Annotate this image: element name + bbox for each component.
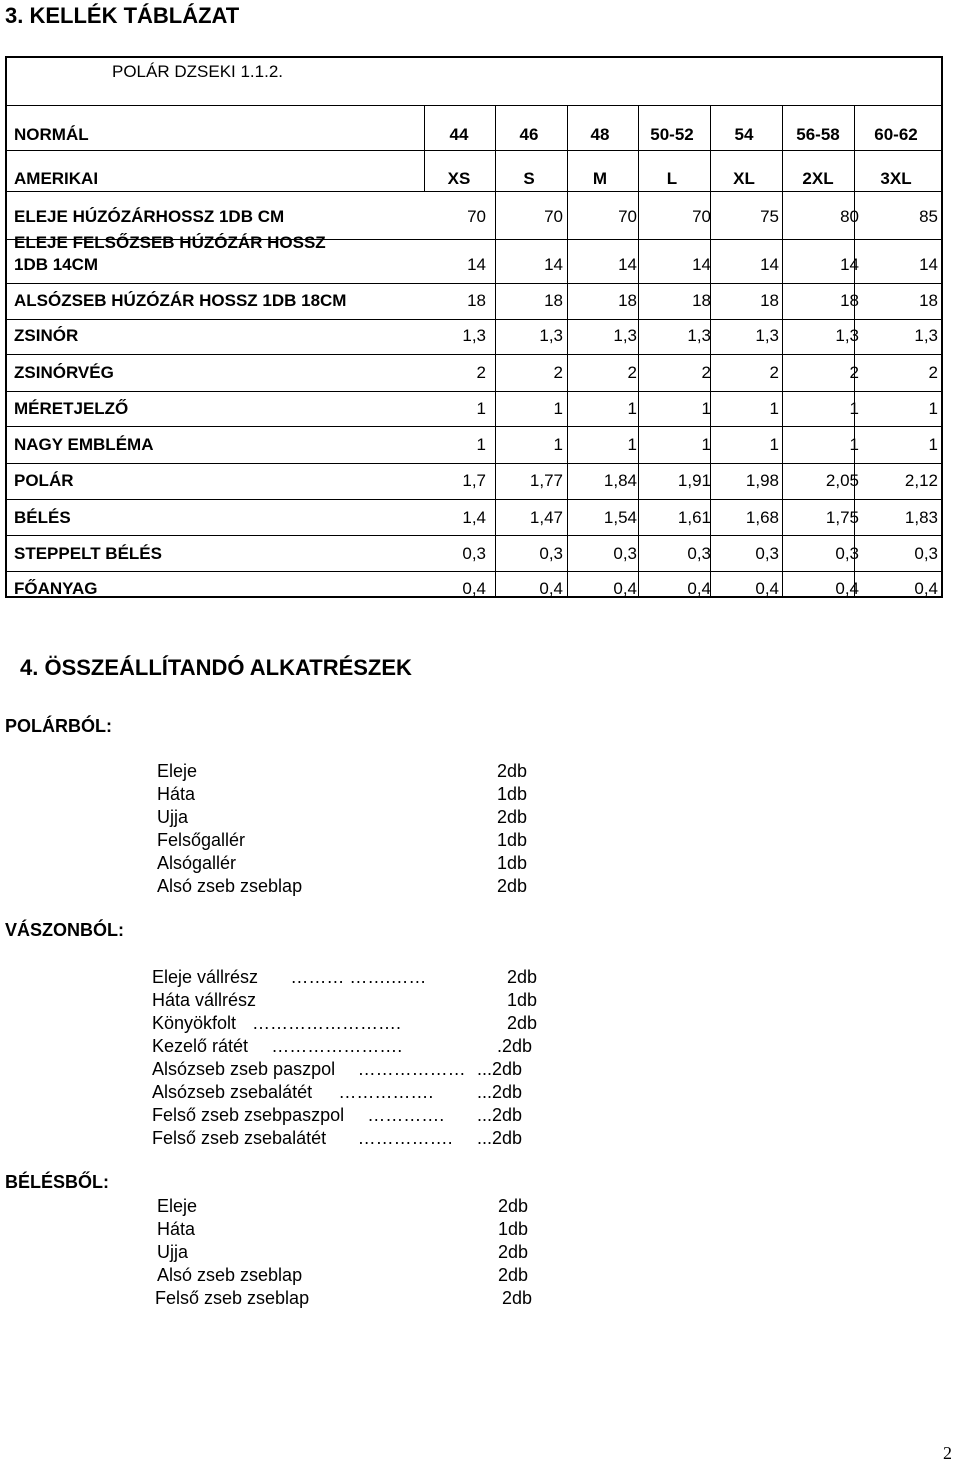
table-rule (7, 283, 941, 284)
table-rule (7, 535, 941, 536)
row-value: 18 (467, 291, 486, 310)
row-value: 1 (928, 435, 938, 454)
row-value: 0,4 (613, 579, 637, 598)
part-leader-dots: ……………. (357, 1128, 453, 1148)
part-leader-dots: ……… …….…… (290, 967, 427, 987)
header-amerikai-size: 2XL (802, 169, 834, 188)
header-normal-size: 50-52 (650, 125, 694, 144)
part-quantity: 1db (507, 990, 538, 1010)
row-value: 1,4 (462, 508, 486, 527)
row-value: 0,4 (835, 579, 859, 598)
part-quantity: 2db (497, 876, 528, 896)
row-value: 1,54 (603, 508, 637, 527)
row-label: ALSÓZSEB HÚZÓZÁR HOSSZ 1DB 18CM (14, 291, 347, 310)
part-leader-dots: …………………. (271, 1036, 403, 1056)
row-value: 80 (840, 207, 859, 226)
header-amerikai-size: XS (447, 169, 471, 188)
row-value: 0,4 (539, 579, 563, 598)
row-value: 14 (467, 255, 486, 274)
row-value: 1,7 (462, 471, 486, 490)
part-quantity: 2db (497, 807, 528, 827)
row-label: FŐANYAG (14, 579, 98, 598)
table-rule (7, 391, 941, 392)
row-value: 1 (928, 399, 938, 418)
row-value: 75 (760, 207, 779, 226)
part-leader-dots: ……………. (338, 1082, 434, 1102)
row-value: 1,61 (677, 508, 711, 527)
table-rule (7, 150, 941, 151)
row-value: 1,98 (745, 471, 779, 490)
row-value: 1,84 (603, 471, 637, 490)
header-amerikai-size: S (523, 169, 535, 188)
row-value: 1,47 (529, 508, 563, 527)
part-quantity: 2db (497, 761, 528, 781)
table-rule (7, 571, 941, 572)
part-name: Alsó zseb zseblap (157, 1265, 303, 1285)
part-name: Eleje (157, 1196, 198, 1216)
page-number: 2 (943, 1443, 952, 1463)
row-value: 70 (467, 207, 486, 226)
header-normal-size: 44 (449, 125, 469, 144)
part-name: Felsőgallér (157, 830, 246, 850)
row-value: 2 (849, 363, 859, 382)
part-quantity: 2db (498, 1242, 529, 1262)
row-value: 18 (760, 291, 779, 310)
part-quantity: 1db (498, 1219, 529, 1239)
part-quantity: ...2db (477, 1105, 523, 1125)
row-value: 14 (840, 255, 859, 274)
beles-heading: BÉLÉSBŐL: (5, 1172, 110, 1192)
header-normal-size: 56-58 (796, 125, 840, 144)
row-label: ZSINÓR (14, 326, 79, 345)
row-value: 0,3 (462, 544, 486, 563)
part-name: Alsó zseb zseblap (157, 876, 303, 896)
part-name: Ujja (157, 807, 189, 827)
part-leader-dots: …………. (367, 1105, 445, 1125)
row-value: 0,3 (835, 544, 859, 563)
row-value: 0,3 (687, 544, 711, 563)
row-value: 1 (553, 435, 563, 454)
part-name: Háta (157, 1219, 196, 1239)
part-name: Ujja (157, 1242, 189, 1262)
part-name: Eleje (157, 761, 198, 781)
row-value: 70 (618, 207, 637, 226)
row-value: 0,4 (462, 579, 486, 598)
row-value: 2 (701, 363, 711, 382)
header-normal-label: NORMÁL (14, 125, 89, 144)
row-value: 1,3 (462, 326, 486, 345)
row-value: 1 (849, 399, 859, 418)
row-value: 2 (928, 363, 938, 382)
row-label: ELEJE HÚZÓZÁRHOSSZ 1DB CM (14, 207, 285, 226)
row-value: 2 (627, 363, 637, 382)
section-3-title: 3. KELLÉK TÁBLÁZAT (5, 3, 240, 28)
part-quantity: ...2db (477, 1082, 523, 1102)
row-value: 1 (476, 399, 486, 418)
row-value: 14 (692, 255, 711, 274)
row-value: 1,91 (677, 471, 711, 490)
row-label: POLÁR (14, 471, 74, 490)
row-value: 1 (701, 399, 711, 418)
row-value: 0,3 (755, 544, 779, 563)
row-value: 0,4 (755, 579, 779, 598)
row-label: BÉLÉS (14, 508, 71, 527)
row-value: 18 (840, 291, 859, 310)
table-rule (7, 463, 941, 464)
row-label: STEPPELT BÉLÉS (14, 544, 162, 563)
part-quantity: .2db (497, 1036, 533, 1056)
row-value: 14 (919, 255, 938, 274)
row-value: 18 (692, 291, 711, 310)
row-value: 18 (618, 291, 637, 310)
header-normal-size: 48 (590, 125, 610, 144)
row-value: 0,3 (613, 544, 637, 563)
header-normal-size: 46 (519, 125, 539, 144)
header-normal-size: 60-62 (874, 125, 918, 144)
part-name: Felső zseb zsebpaszpol (152, 1105, 345, 1125)
row-value: 1 (627, 435, 637, 454)
table-rule (7, 105, 941, 106)
part-quantity: ...2db (477, 1059, 523, 1079)
row-value: 0,4 (687, 579, 711, 598)
row-value: 0,3 (914, 544, 938, 563)
row-label: MÉRETJELZŐ (14, 399, 129, 418)
row-value: 1,68 (745, 508, 779, 527)
table-rule (7, 426, 941, 427)
part-name: Alsógallér (157, 853, 237, 873)
part-quantity: 2db (507, 1013, 538, 1033)
row-value: 1 (849, 435, 859, 454)
table-subtitle: POLÁR DZSEKI 1.1.2. (112, 62, 284, 81)
part-quantity: 2db (507, 967, 538, 987)
part-name: Kezelő rátét (152, 1036, 249, 1056)
row-value: 1,3 (914, 326, 938, 345)
part-quantity: 1db (497, 830, 528, 850)
vaszon-heading: VÁSZONBÓL: (5, 920, 124, 940)
part-quantity: 2db (502, 1288, 533, 1308)
row-value: 2,12 (904, 471, 938, 490)
row-value: 14 (544, 255, 563, 274)
row-value: 85 (919, 207, 938, 226)
table-rule (7, 499, 941, 500)
row-value: 1,3 (613, 326, 637, 345)
table-rule (7, 354, 941, 355)
header-amerikai-size: 3XL (880, 169, 912, 188)
row-value: 1 (701, 435, 711, 454)
row-label-continued: 1DB 14CM (14, 255, 99, 274)
accessory-table (5, 56, 943, 598)
row-value: 18 (544, 291, 563, 310)
part-quantity: 2db (498, 1196, 529, 1216)
row-value: 1,3 (539, 326, 563, 345)
row-value: 1 (553, 399, 563, 418)
row-value: 14 (760, 255, 779, 274)
row-value: 1,77 (529, 471, 563, 490)
row-value: 1 (769, 435, 779, 454)
row-value: 1,3 (835, 326, 859, 345)
row-value: 70 (544, 207, 563, 226)
row-label: ZSINÓRVÉG (14, 363, 114, 382)
row-value: 1,3 (687, 326, 711, 345)
row-value: 2 (476, 363, 486, 382)
row-value: 0,4 (914, 579, 938, 598)
header-amerikai-size: L (666, 169, 678, 188)
row-value: 1,83 (904, 508, 938, 527)
table-rule (7, 191, 941, 192)
header-amerikai-size: M (592, 169, 608, 188)
part-name: Háta vállrész (152, 990, 257, 1010)
header-amerikai-size: XL (733, 169, 755, 188)
part-name: Alsózseb zseb paszpol (152, 1059, 336, 1079)
part-name: Alsózseb zsebalátét (152, 1082, 313, 1102)
part-leader-dots: ……………………. (252, 1013, 402, 1033)
table-rule (7, 319, 941, 320)
row-value: 14 (618, 255, 637, 274)
part-leader-dots: ……………… (357, 1059, 466, 1079)
row-value: 1,75 (825, 508, 859, 527)
row-value: 1 (769, 399, 779, 418)
part-quantity: ...2db (477, 1128, 523, 1148)
row-value: 0,3 (539, 544, 563, 563)
row-value: 2 (553, 363, 563, 382)
section-4-title: 4. ÖSSZEÁLLÍTANDÓ ALKATRÉSZEK (20, 655, 412, 680)
row-value: 18 (919, 291, 938, 310)
part-quantity: 1db (497, 853, 528, 873)
part-name: Könyökfolt (152, 1013, 237, 1033)
row-value: 1 (476, 435, 486, 454)
part-name: Felső zseb zsebalátét (152, 1128, 327, 1148)
part-name: Háta (157, 784, 196, 804)
part-name: Felső zseb zseblap (155, 1288, 310, 1308)
part-quantity: 2db (498, 1265, 529, 1285)
row-value: 1 (627, 399, 637, 418)
row-value: 70 (692, 207, 711, 226)
row-label: ELEJE FELSŐZSEB HÚZÓZÁR HOSSZ (14, 233, 326, 252)
part-quantity: 1db (497, 784, 528, 804)
row-value: 2,05 (825, 471, 859, 490)
polar-heading: POLÁRBÓL: (5, 716, 112, 736)
row-label: NAGY EMBLÉMA (14, 435, 154, 454)
header-normal-size: 54 (734, 125, 754, 144)
header-amerikai-label: AMERIKAI (14, 169, 99, 188)
row-value: 2 (769, 363, 779, 382)
part-name: Eleje vállrész (152, 967, 259, 987)
row-value: 1,3 (755, 326, 779, 345)
